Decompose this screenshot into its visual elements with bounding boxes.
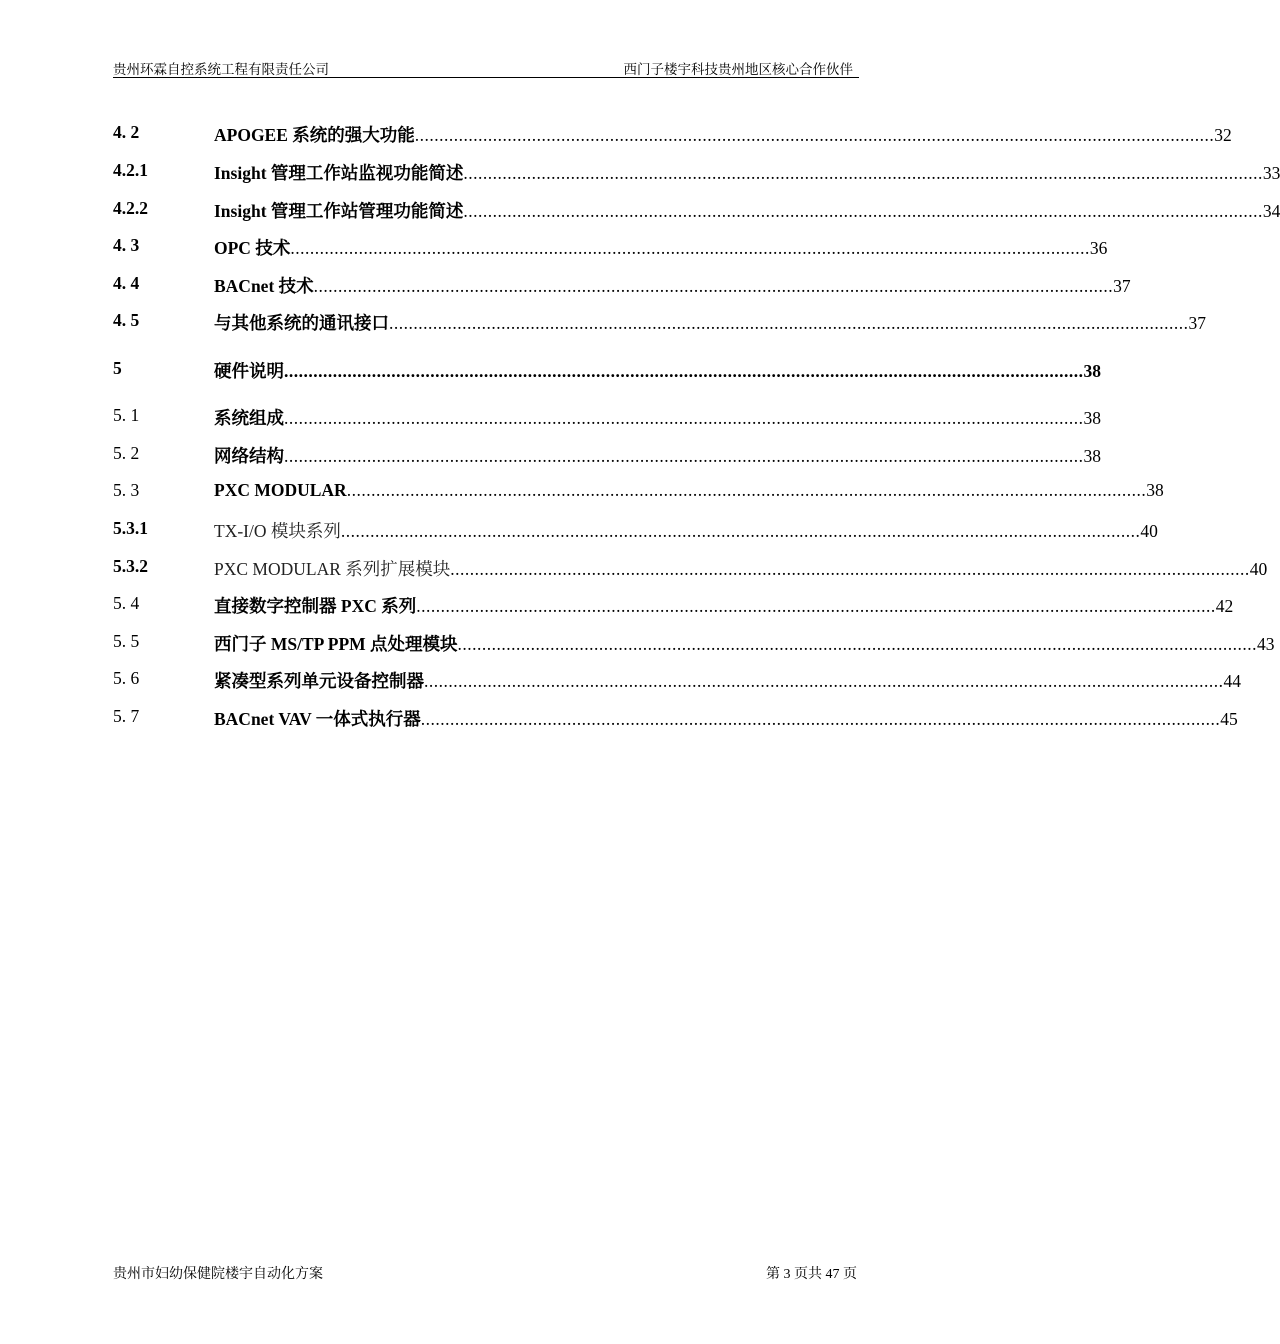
page-header [113, 56, 859, 78]
toc-number: 4.2.2 [113, 198, 148, 218]
toc-number: 5.3.1 [113, 518, 148, 538]
toc-title: PXC MODULAR 系列扩展模块 [214, 559, 451, 579]
toc-title: PXC MODULAR [214, 480, 347, 500]
toc-number: 4. 3 [113, 235, 140, 255]
toc-entry[interactable] [113, 480, 1164, 508]
page-footer [113, 1263, 859, 1283]
header-partner: 西门子楼宇科技贵州地区核心合作伙伴 [623, 62, 853, 77]
toc-page: 40 [1140, 521, 1158, 541]
toc-entry[interactable] [113, 443, 1101, 471]
toc-entry[interactable] [113, 273, 1131, 301]
toc-title: OPC 技术 [214, 238, 291, 258]
toc-leader: .................................................................................................................................................................... [313, 276, 1114, 296]
toc-title: TX-I/O 模块系列 [214, 521, 341, 541]
toc-entry[interactable] [113, 593, 1234, 621]
toc-page: 36 [1089, 238, 1108, 258]
toc-number: 5. 1 [113, 405, 140, 425]
toc-number: 4. 2 [113, 122, 140, 142]
toc-number: 5 [113, 358, 122, 378]
toc-entry[interactable] [113, 310, 1206, 338]
toc-title: Insight 管理工作站监视功能简述 [214, 163, 464, 183]
toc-page: 37 [1188, 313, 1206, 333]
toc-page: 37 [1113, 276, 1131, 296]
toc-page: 33 [1262, 163, 1280, 183]
toc-leader: .................................................................................................................................................................... [420, 709, 1221, 729]
toc-title: 西门子 MS/TP PPM 点处理模块 [214, 634, 458, 654]
toc-leader: .................................................................................................................................................................... [284, 446, 1084, 466]
toc-page: 38 [1146, 480, 1164, 500]
toc-leader: .................................................................................................................................................................... [414, 125, 1215, 145]
toc-title: 系统组成 [214, 408, 284, 428]
toc-entry[interactable] [113, 631, 1275, 659]
toc-number: 4. 5 [113, 310, 140, 330]
toc-title: 紧凑型系列单元设备控制器 [214, 671, 424, 691]
toc-leader: .................................................................................................................................................................... [457, 634, 1258, 654]
toc-page: 42 [1215, 596, 1234, 616]
toc-number: 5. 5 [113, 631, 140, 651]
toc-entry[interactable] [113, 706, 1238, 734]
toc-entry[interactable] [113, 198, 1280, 226]
toc-page: 38 [1083, 361, 1101, 381]
toc-entry[interactable] [113, 556, 1268, 584]
toc-title: 与其他系统的通讯接口 [214, 313, 389, 333]
toc-title: Insight 管理工作站管理功能简述 [214, 201, 464, 221]
toc-title: 网络结构 [214, 446, 284, 466]
toc-title: 直接数字控制器 PXC 系列 [214, 596, 417, 616]
header-company: 贵州环霖自控系统工程有限责任公司 [113, 62, 329, 77]
toc-number: 5. 2 [113, 443, 140, 463]
toc-page: 43 [1257, 634, 1275, 654]
toc-number: 5. 3 [113, 480, 140, 500]
toc-number: 4. 4 [113, 273, 140, 293]
toc-page: 32 [1214, 125, 1232, 145]
footer-document-title: 贵州市妇幼保健院楼宇自动化方案 [113, 1267, 323, 1282]
toc-leader: .................................................................................................................................................................... [424, 671, 1224, 691]
toc-leader: .................................................................................................................................................................... [463, 201, 1263, 221]
toc-entry[interactable] [113, 518, 1158, 546]
toc-page: 38 [1083, 408, 1101, 428]
toc-leader: .................................................................................................................................................................... [346, 480, 1147, 500]
toc-page: 40 [1249, 559, 1268, 579]
toc-entry[interactable] [113, 122, 1232, 150]
toc-number: 4.2.1 [113, 160, 148, 180]
toc-number: 5. 7 [113, 706, 140, 726]
toc-leader: .................................................................................................................................................................... [290, 238, 1090, 258]
toc-title: BACnet VAV 一体式执行器 [214, 709, 421, 729]
toc-entry[interactable] [113, 160, 1280, 188]
toc-entry[interactable] [113, 235, 1108, 263]
toc-leader: .................................................................................................................................................................... [284, 408, 1084, 428]
footer-page-number: 第 3 页共 47 页 [766, 1267, 857, 1282]
toc-leader: .................................................................................................................................................................... [389, 313, 1189, 333]
toc-title: 硬件说明 [214, 361, 284, 381]
toc-entry[interactable] [113, 358, 1101, 386]
toc-leader: .................................................................................................................................................................... [450, 559, 1250, 579]
toc-entry[interactable] [113, 405, 1101, 433]
toc-leader: .................................................................................................................................................................... [416, 596, 1216, 616]
toc-page: 38 [1083, 446, 1101, 466]
toc-number: 5. 6 [113, 668, 140, 688]
toc-page: 45 [1220, 709, 1238, 729]
toc-page: 34 [1262, 201, 1280, 221]
toc-entry[interactable] [113, 668, 1241, 696]
toc-title: BACnet 技术 [214, 276, 314, 296]
toc-leader: .................................................................................................................................................................... [340, 521, 1141, 541]
toc-leader: .................................................................................................................................................................... [284, 361, 1084, 381]
toc-leader: .................................................................................................................................................................... [463, 163, 1263, 183]
toc-title: APOGEE 系统的强大功能 [214, 125, 415, 145]
toc-number: 5.3.2 [113, 556, 148, 576]
toc-number: 5. 4 [113, 593, 140, 613]
toc-page: 44 [1223, 671, 1241, 691]
